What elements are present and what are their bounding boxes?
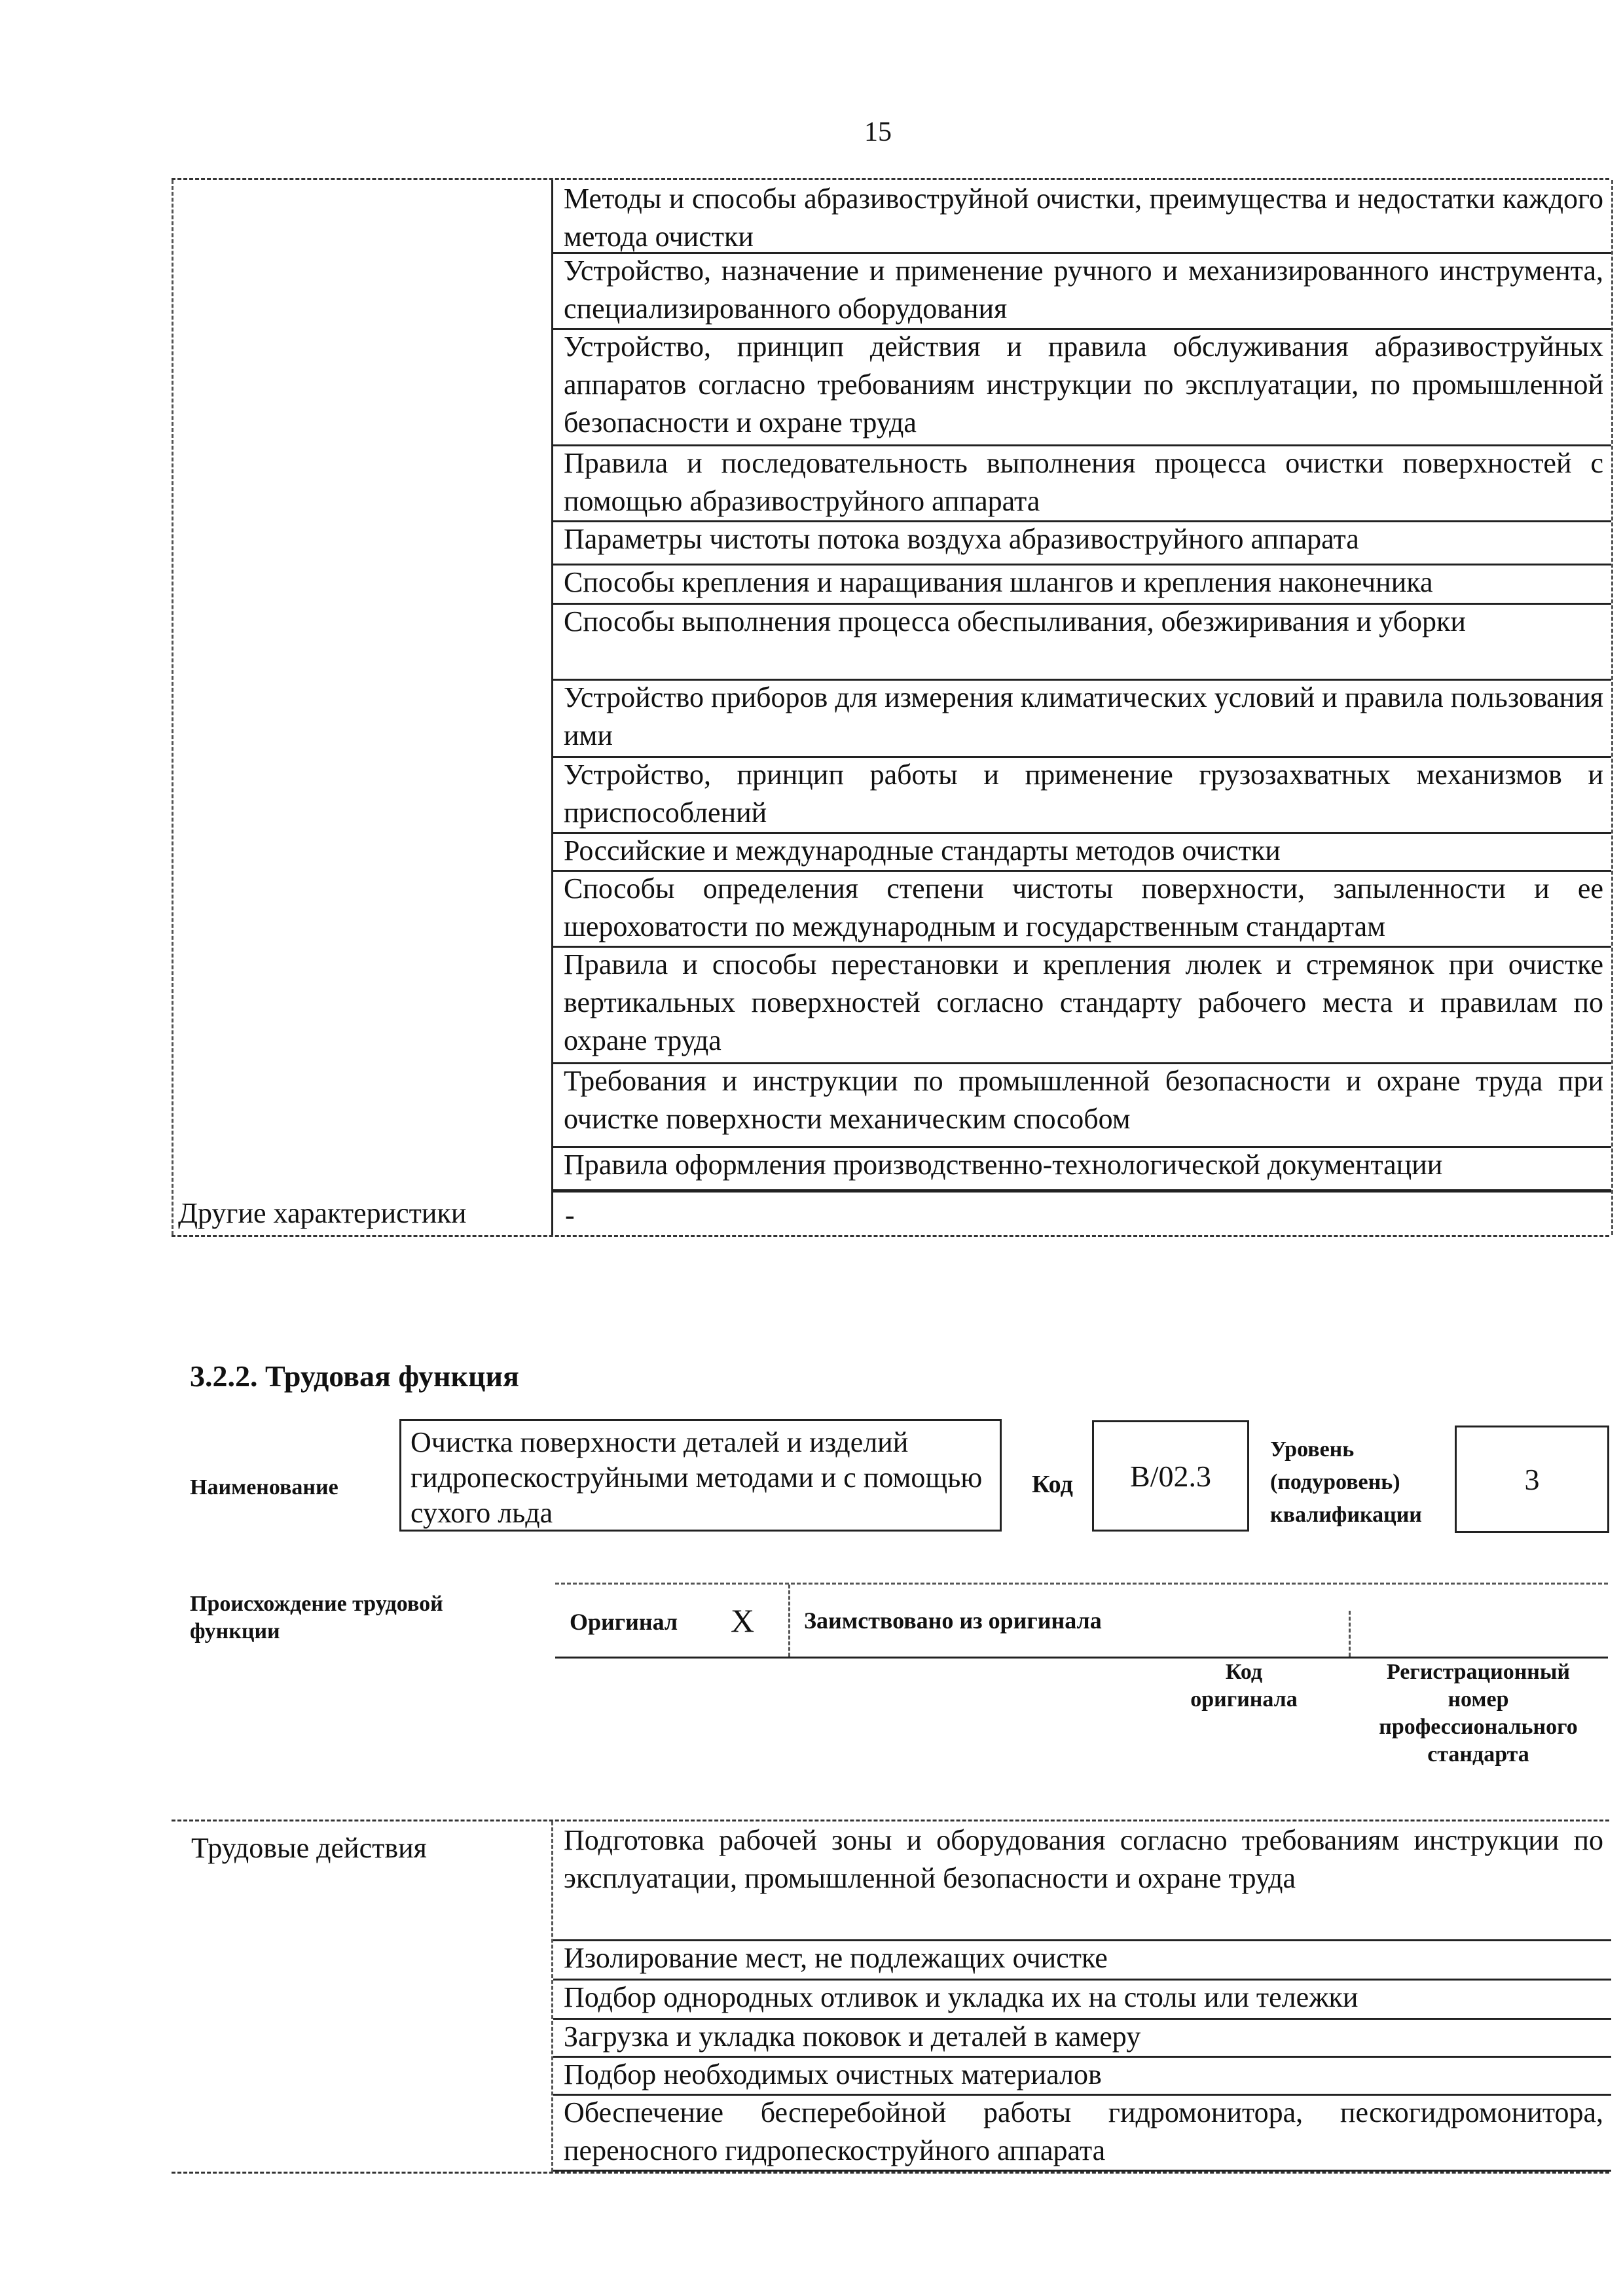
function-name-box: Очистка поверхности деталей и изделий гидропескоструйными методами и с помощью сухого льда bbox=[399, 1419, 1002, 1532]
qualification-level-label-line: Уровень bbox=[1270, 1437, 1355, 1462]
caption-line: оригинала bbox=[1190, 1687, 1298, 1712]
table-row bbox=[553, 946, 1611, 1064]
table-row bbox=[553, 603, 1611, 681]
caption-line: Код bbox=[1225, 1660, 1263, 1684]
knowledge-item: Устройство приборов для измерения климатических условий и правила пользования ими bbox=[564, 681, 1603, 751]
knowledge-item: Устройство, назначение и применение ручного и механизированного инструмента, специализированного оборудования bbox=[564, 255, 1603, 325]
table-row bbox=[553, 1191, 1611, 1236]
table-row bbox=[553, 252, 1611, 330]
knowledge-table-left-column bbox=[172, 180, 552, 1235]
qualification-level-box: 3 bbox=[1455, 1426, 1609, 1533]
qualification-level-label-line: (подуровень) bbox=[1270, 1470, 1400, 1494]
page-number: 15 bbox=[864, 117, 892, 147]
origin-borrowed-label: Заимствовано из оригинала bbox=[804, 1607, 1102, 1634]
knowledge-table-right-column bbox=[551, 180, 1613, 1235]
table-row bbox=[553, 328, 1611, 446]
knowledge-item: Способы выполнения процесса обеспыливания, обезжиривания и уборки bbox=[564, 605, 1466, 637]
action-item: Обеспечение бесперебойной работы гидромонитора, пескогидромонитора, переносного гидропескоструйного аппарата bbox=[564, 2096, 1603, 2166]
table-row bbox=[553, 832, 1611, 872]
qualification-level-label-line: квалификации bbox=[1270, 1503, 1422, 1527]
other-characteristics-label: Другие характеристики bbox=[178, 1197, 467, 1229]
table-row bbox=[553, 1821, 1611, 1941]
action-item: Подготовка рабочей зоны и оборудования согласно требованиям инструкции по эксплуатации, промышленной безопасности и охране труда bbox=[564, 1824, 1603, 1894]
knowledge-item: Способы крепления и наращивания шлангов и крепления наконечника bbox=[564, 566, 1433, 598]
table-row bbox=[553, 870, 1611, 948]
knowledge-table bbox=[172, 178, 1609, 1237]
origin-code-caption bbox=[1185, 1659, 1303, 1713]
table-row bbox=[553, 1979, 1611, 2020]
caption-line: стандарта bbox=[1427, 1742, 1529, 1767]
knowledge-item: Способы определения степени чистоты поверхности, запыленности и ее шероховатости по международным и государственным стандартам bbox=[564, 872, 1603, 942]
knowledge-item: Методы и способы абразивоструйной очистки, преимущества и недостатки каждого метода очистки bbox=[564, 183, 1603, 253]
caption-line: номер bbox=[1448, 1687, 1509, 1712]
code-label: Код bbox=[1032, 1471, 1073, 1498]
action-item: Изолирование мест, не подлежащих очистке bbox=[564, 1942, 1108, 1974]
code-value-box: B/02.3 bbox=[1092, 1420, 1249, 1532]
other-characteristics-value: - bbox=[565, 1199, 575, 1231]
knowledge-item: Параметры чистоты потока воздуха абразивоструйного аппарата bbox=[564, 523, 1359, 555]
actions-table-right-column bbox=[551, 1821, 1611, 2172]
actions-table-left-column bbox=[172, 1821, 550, 2172]
knowledge-item: Российские и международные стандарты методов очистки bbox=[564, 834, 1281, 867]
knowledge-item: Требования и инструкции по промышленной безопасности и охране труда при очистке поверхности механическим способом bbox=[564, 1065, 1603, 1135]
table-row bbox=[553, 1062, 1611, 1148]
origin-original-mark: X bbox=[731, 1602, 755, 1639]
knowledge-item: Правила и последовательность выполнения процесса очистки поверхностей с помощью абразивоструйного аппарата bbox=[564, 447, 1603, 517]
origin-label-line: Происхождение трудовой bbox=[190, 1592, 443, 1616]
qualification-level-label bbox=[1270, 1433, 1422, 1532]
table-row bbox=[553, 756, 1611, 834]
action-item: Подбор необходимых очистных материалов bbox=[564, 2058, 1102, 2090]
actions-label: Трудовые действия bbox=[191, 1832, 427, 1864]
origin-divider bbox=[1349, 1611, 1351, 1657]
knowledge-item: Устройство, принцип действия и правила обслуживания абразивоструйных аппаратов согласно требованиям инструкции по эксплуатации, по промышленной безопасности и охране труда bbox=[564, 331, 1603, 439]
table-row bbox=[553, 679, 1611, 758]
table-row bbox=[553, 1939, 1611, 1981]
origin-row bbox=[555, 1583, 1608, 1659]
table-row bbox=[553, 2056, 1611, 2096]
origin-original-label: Оригинал bbox=[570, 1609, 678, 1635]
section-title: 3.2.2. Трудовая функция bbox=[190, 1359, 519, 1393]
action-item: Подбор однородных отливок и укладка их на столы или тележки bbox=[564, 1981, 1359, 2013]
table-row bbox=[553, 180, 1611, 254]
table-row bbox=[553, 564, 1611, 605]
name-label: Наименование bbox=[190, 1475, 338, 1499]
knowledge-item: Правила оформления производственно-технологической документации bbox=[564, 1149, 1443, 1181]
table-row bbox=[553, 2094, 1611, 2172]
knowledge-item: Устройство, принцип работы и применение грузозахватных механизмов и приспособлений bbox=[564, 759, 1603, 829]
table-row bbox=[553, 1146, 1611, 1191]
caption-line: Регистрационный bbox=[1386, 1660, 1571, 1684]
origin-divider bbox=[788, 1585, 790, 1657]
origin-registration-caption bbox=[1360, 1659, 1596, 1768]
knowledge-item: Правила и способы перестановки и крепления люлек и стремянок при очистке вертикальных поверхностей согласно стандарту рабочего места и правилам по охране труда bbox=[564, 948, 1603, 1056]
action-item: Загрузка и укладка поковок и деталей в камеру bbox=[564, 2020, 1141, 2053]
origin-label bbox=[190, 1590, 443, 1645]
table-row bbox=[553, 444, 1611, 522]
table-row bbox=[553, 520, 1611, 565]
table-row bbox=[553, 2018, 1611, 2058]
origin-label-line: функции bbox=[190, 1619, 280, 1643]
actions-table bbox=[172, 1820, 1609, 2174]
caption-line: профессионального bbox=[1379, 1715, 1578, 1739]
